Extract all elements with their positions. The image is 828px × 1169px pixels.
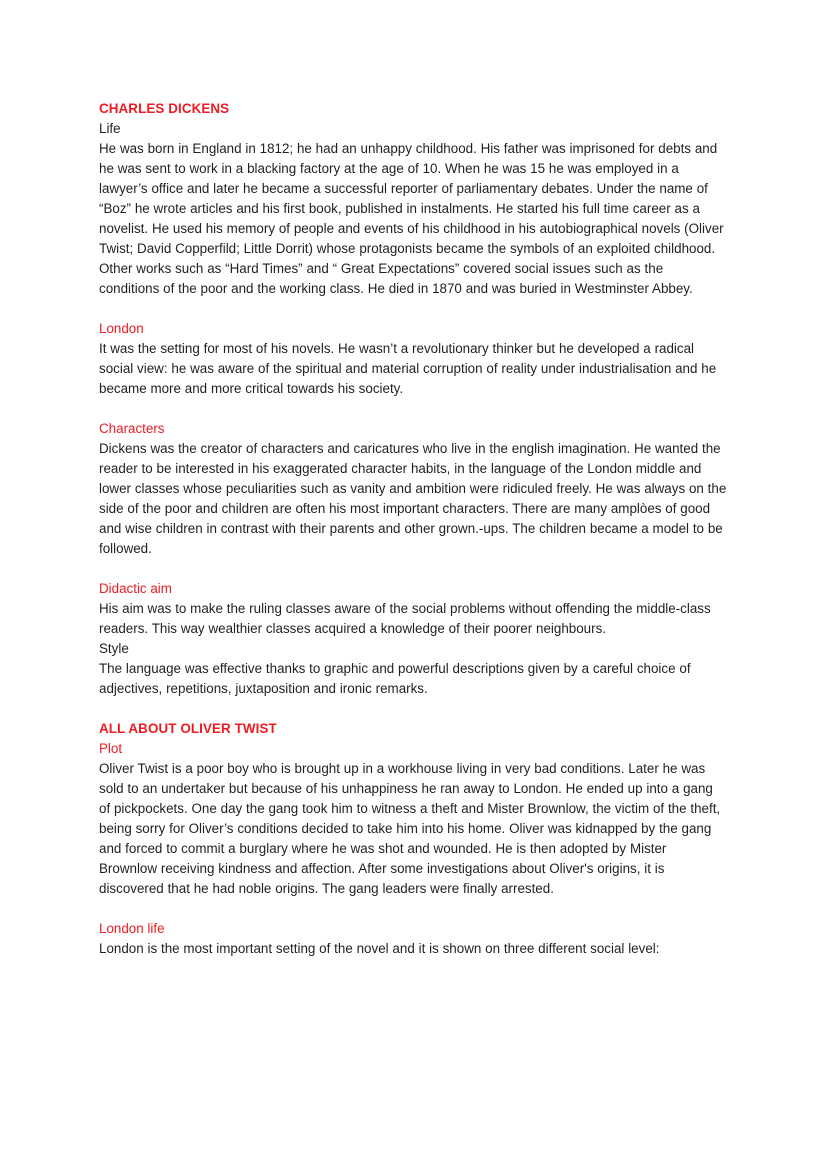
subsection-heading-london-life: London life (99, 921, 165, 936)
paragraph-london: It was the setting for most of his novels. He wasn’t a revolutionary thinker but he developed a radical social view: he was aware of the spiritual and material corruption of reality under industrialisation and he became more and more critical towards his society. (99, 341, 717, 396)
subsection-heading-characters: Characters (99, 421, 165, 436)
section-heading-all-about-oliver-twist: ALL ABOUT OLIVER TWIST (99, 721, 277, 736)
paragraph-life: He was born in England in 1812; he had an unhappy childhood. His father was imprisoned for debts and he was sent to work in a blacking factory at the age of 10. When he was 15 he was employed in a lawyer’s office and later he became a successful reporter of parliamentary debates. Under the name of “Boz” he wrote articles and his first book, published in instalments. He started his full time career as a novelist. He used his memory of people and events of his childhood in his autobiographical novels (Oliver Twist; David Copperfild; Little Dorrit) whose protagonists became the symbols of an exploited childhood. Other works such as “Hard Times” and “ Great Expectations” covered social issues such as the conditions of the poor and the working class. He died in 1870 and was buried in Westminster Abbey. (99, 141, 724, 296)
spacer (99, 399, 727, 419)
spacer (99, 559, 727, 579)
paragraph-plot: Oliver Twist is a poor boy who is brought up in a workhouse living in very bad conditions. Later he was sold to an undertaker but because of his unhappiness he ran away to London. He ended up into a gang of pickpockets. One day the gang took him to witness a theft and Mister Brownlow, the victim of the theft, being sorry for Oliver’s conditions decided to take him into his home. Oliver was kidnapped by the gang and forced to commit a burglary where he was shot and wounded. He is then adopted by Mister Brownlow receiving kindness and affection. After some investigations about Oliver's origins, it is discovered that he had noble origins. The gang leaders were finally arrested. (99, 761, 721, 896)
subsection-heading-didactic-aim: Didactic aim (99, 581, 172, 596)
paragraph-style: The language was effective thanks to graphic and powerful descriptions given by a careful choice of adjectives, repetitions, juxtaposition and ironic remarks. (99, 661, 691, 696)
paragraph-london-life: London is the most important setting of the novel and it is shown on three different social level: (99, 941, 660, 956)
subsection-heading-london: London (99, 321, 144, 336)
spacer (99, 899, 727, 919)
subsection-heading-life: Life (99, 121, 121, 136)
subsection-heading-plot: Plot (99, 741, 123, 756)
paragraph-characters: Dickens was the creator of characters and caricatures who live in the english imagination. He wanted the reader to be interested in his exaggerated character habits, in the language of the London middle and lower classes whose peculiarities such as vanity and ambition were ridiculed freely. He was always on the side of the poor and children are often his most important characters. There are many amplòes of good and wise children in contrast with their parents and other grown.-ups. The children became a model to be followed. (99, 441, 727, 556)
section-heading-charles-dickens: CHARLES DICKENS (99, 101, 230, 116)
paragraph-didactic-aim: His aim was to make the ruling classes aware of the social problems without offending the middle-class readers. This way wealthier classes acquired a knowledge of their poorer neighbours. (99, 601, 711, 636)
document-body (99, 99, 727, 959)
spacer (99, 699, 727, 719)
subsection-heading-style: Style (99, 641, 129, 656)
spacer (99, 299, 727, 319)
